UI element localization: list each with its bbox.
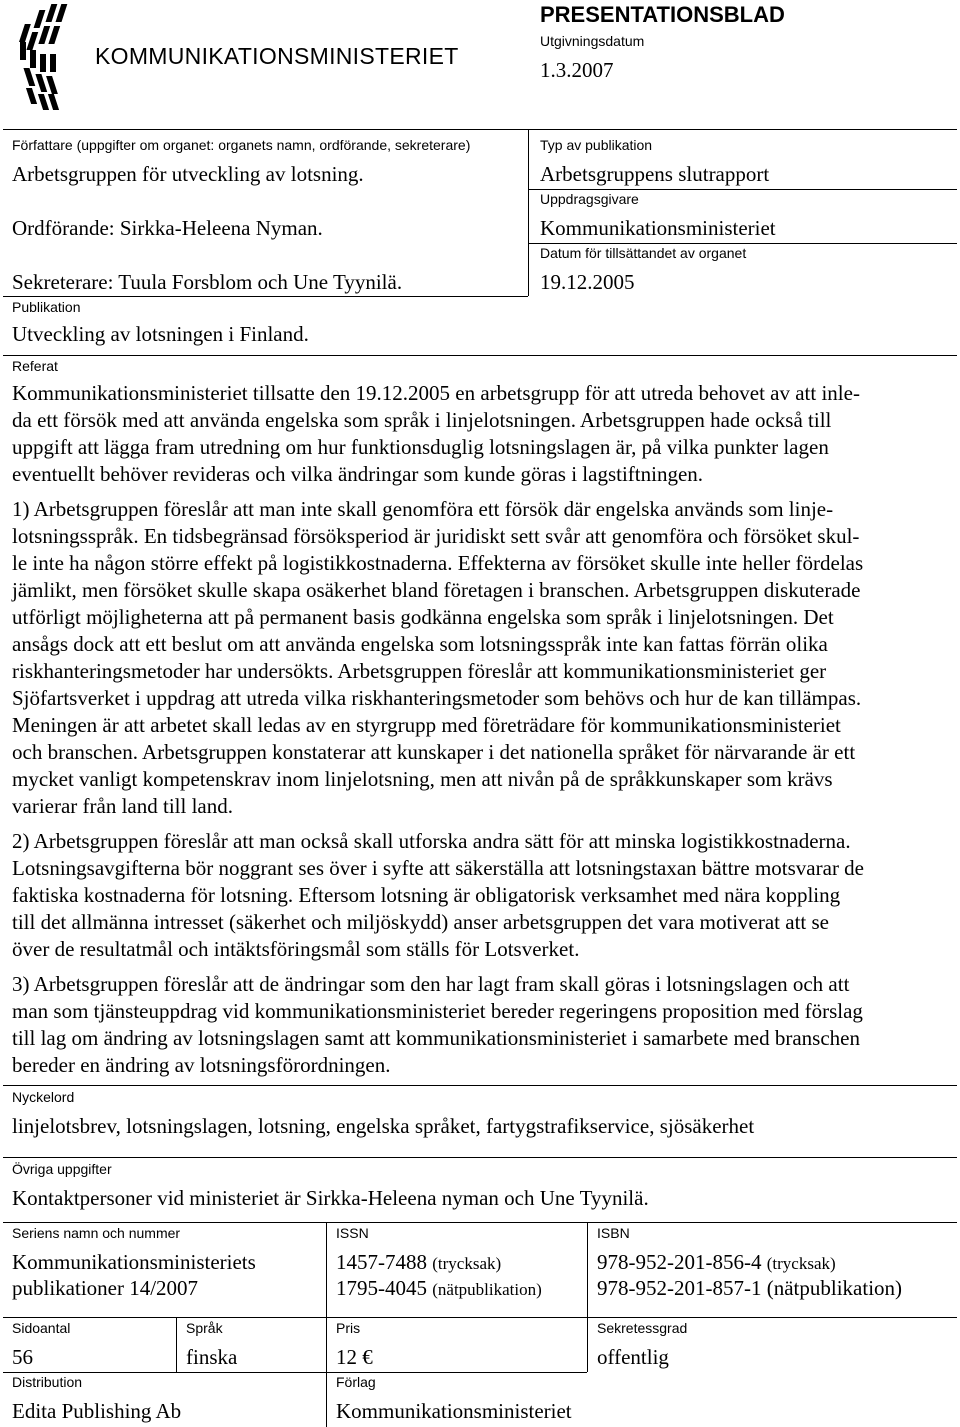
ministry-logo bbox=[12, 2, 92, 112]
confidentiality-value: offentlig bbox=[597, 1345, 669, 1369]
abstract-line: mycket vanligt kompetenskrav inom linjelotsning, men att nivån på de språkkunskaper som krävs bbox=[12, 767, 833, 791]
divider bbox=[528, 189, 957, 190]
series-line-2: publikationer 14/2007 bbox=[12, 1276, 199, 1300]
divider bbox=[3, 1085, 957, 1086]
abstract-line: till det allmänna intresset (säkerhet och miljöskydd) anser arbetsgruppen det vara motiverat att se bbox=[12, 910, 829, 934]
divider bbox=[3, 1222, 957, 1223]
isbn-print-number: 978-952-201-856-4 bbox=[597, 1250, 762, 1274]
commissioner-label: Uppdragsgivare bbox=[540, 191, 639, 207]
issn-label: ISSN bbox=[336, 1225, 369, 1241]
divider bbox=[3, 1157, 957, 1158]
abstract-line: uppgift att lägga fram utredning om hur funktionsduglig lotsningslagen är, på vilka punkter lagen bbox=[12, 435, 829, 459]
isbn-online-note: (nätpublikation) bbox=[766, 1276, 903, 1300]
abstract-line: Lotsningsavgifterna bör noggrant ses över i syfte att säkerställa att lotsningstaxan bättre motsvarar de bbox=[12, 856, 865, 880]
confidentiality-label: Sekretessgrad bbox=[597, 1320, 688, 1336]
abstract-line: utförligt möjligheterna att på permanent basis godkänna engelska som språk i linjelotsningen. Det bbox=[12, 605, 834, 629]
other-info-value: Kontaktpersoner vid ministeriet är Sirkka-Heleena nyman och Une Tyynilä. bbox=[12, 1186, 649, 1210]
ministry-name: KOMMUNIKATIONSMINISTERIET bbox=[95, 43, 459, 69]
pages-label: Sidoantal bbox=[12, 1320, 71, 1336]
abstract-line: da ett försök med att använda engelska som språk i linjelotsningen. Arbetsgruppen hade också till bbox=[12, 408, 832, 432]
appointment-date-label: Datum för tillsättandet av organet bbox=[540, 245, 747, 261]
isbn-online bbox=[597, 1276, 902, 1301]
authors-group: Arbetsgruppen för utveckling av lotsning. bbox=[12, 162, 364, 186]
abstract-label: Referat bbox=[12, 358, 58, 374]
abstract-line: ansågs dock att ett beslut om att använda engelska som lotsningsspråk inte kan fattas förrän olika bbox=[12, 632, 828, 656]
divider bbox=[528, 243, 957, 244]
authors-label: Författare (uppgifter om organet: organets namn, ordförande, sekreterare) bbox=[12, 137, 471, 153]
abstract-line: 1) Arbetsgruppen föreslår att man inte skall genomföra ett försök där engelska används som linje- bbox=[12, 497, 834, 521]
divider bbox=[326, 1222, 327, 1427]
document-type: PRESENTATIONSBLAD bbox=[540, 2, 785, 27]
issn-online-note: (nätpublikation) bbox=[432, 1280, 542, 1299]
keywords-value: linjelotsbrev, lotsningslagen, lotsning, engelska språket, fartygstrafikservice, sjösäkerhet bbox=[12, 1114, 755, 1138]
keywords-label: Nyckelord bbox=[12, 1089, 75, 1105]
issn-print-note: (trycksak) bbox=[432, 1254, 502, 1273]
abstract-line: faktiska kostnaderna för lotsning. Eftersom lotsning är obligatorisk verksamhet med nära koppling bbox=[12, 883, 841, 907]
isbn-online-number: 978-952-201-857-1 bbox=[597, 1276, 762, 1300]
divider bbox=[3, 296, 528, 297]
publication-label: Publikation bbox=[12, 299, 81, 315]
abstract-line: jämlikt, men försöket skulle skapa osäkerhet bland företagen i branschen. Arbetsgruppen diskuterade bbox=[12, 578, 861, 602]
issn-print bbox=[336, 1250, 501, 1275]
authors-secretary: Sekreterare: Tuula Forsblom och Une Tyynilä. bbox=[12, 270, 403, 294]
abstract-line: lotsningsspråk. En tidsbegränsad försöksperiod är juridiskt sett svår att genomföra och försöket skul- bbox=[12, 524, 860, 548]
price-value: 12 € bbox=[336, 1345, 373, 1369]
divider bbox=[3, 1317, 957, 1318]
divider bbox=[528, 129, 529, 296]
abstract-line: Meningen är att arbetet skall ledas av en styrgrupp med företrädare för kommunikationsministeriet bbox=[12, 713, 841, 737]
abstract-line: och branschen. Arbetsgruppen konstaterar att kunskaper i det nationella språket för närvarande är ett bbox=[12, 740, 856, 764]
publication-date: 1.3.2007 bbox=[540, 58, 614, 82]
abstract-line: Kommunikationsministeriet tillsatte den 19.12.2005 en arbetsgrupp för att utreda behovet av att inle- bbox=[12, 381, 860, 405]
abstract-line: man som tjänsteuppdrag vid kommunikationsministeriet bereder regeringens proposition med förslag bbox=[12, 999, 863, 1023]
divider bbox=[3, 355, 957, 356]
pub-type-label: Typ av publikation bbox=[540, 137, 653, 153]
issn-online bbox=[336, 1276, 542, 1301]
abstract-line: le inte ha någon större effekt på logistikkostnaderna. Effekterna av försöket skulle inte heller fördelas bbox=[12, 551, 864, 575]
abstract-line: varierar från land till land. bbox=[12, 794, 233, 818]
abstract-line: Sjöfartsverket i uppdrag att utreda vilka riskhanteringsmetoder som behövs och hur de kan tillämpas. bbox=[12, 686, 862, 710]
commissioner-value: Kommunikationsministeriet bbox=[540, 216, 776, 240]
abstract-line: till lag om ändring av lotsningslagen samt att kommunikationsministeriet i samarbete med branschen bbox=[12, 1026, 860, 1050]
other-info-label: Övriga uppgifter bbox=[12, 1161, 112, 1177]
series-line-1: Kommunikationsministeriets bbox=[12, 1250, 256, 1274]
issn-online-number: 1795-4045 bbox=[336, 1276, 427, 1300]
abstract-line: över de resultatmål och intäktsföringsmål som ställs för Lotsverket. bbox=[12, 937, 580, 961]
abstract-line: riskhanteringsmetoder har undersökts. Arbetsgruppen föreslår att kommunikationsministeriet ger bbox=[12, 659, 827, 683]
isbn-label: ISBN bbox=[597, 1225, 630, 1241]
language-label: Språk bbox=[186, 1320, 223, 1336]
authors-chair: Ordförande: Sirkka-Heleena Nyman. bbox=[12, 216, 323, 240]
publication-title: Utveckling av lotsningen i Finland. bbox=[12, 322, 309, 346]
divider bbox=[3, 1372, 587, 1373]
issn-print-number: 1457-7488 bbox=[336, 1250, 427, 1274]
pub-type-value: Arbetsgruppens slutrapport bbox=[540, 162, 770, 186]
price-label: Pris bbox=[336, 1320, 361, 1336]
publication-date-label: Utgivningsdatum bbox=[540, 33, 645, 49]
abstract-line: eventuellt behöver revideras och vilka ändringar som kunde göras i lagstiftningen. bbox=[12, 462, 704, 486]
isbn-print-note: (trycksak) bbox=[766, 1254, 836, 1273]
distribution-label: Distribution bbox=[12, 1374, 83, 1390]
publisher-label: Förlag bbox=[336, 1374, 376, 1390]
pages-value: 56 bbox=[12, 1345, 33, 1369]
abstract-line: 2) Arbetsgruppen föreslår att man också skall utforska andra sätt för att minska logistikkostnaderna. bbox=[12, 829, 851, 853]
divider bbox=[176, 1317, 177, 1372]
appointment-date-value: 19.12.2005 bbox=[540, 270, 635, 294]
divider bbox=[3, 129, 957, 130]
series-label: Seriens namn och nummer bbox=[12, 1225, 181, 1241]
abstract-line: 3) Arbetsgruppen föreslår att de ändringar som den har lagt fram skall göras i lotsningslagen och att bbox=[12, 972, 850, 996]
isbn-print bbox=[597, 1250, 836, 1275]
publisher-value: Kommunikationsministeriet bbox=[336, 1399, 572, 1423]
divider bbox=[587, 1222, 588, 1372]
abstract-line: bereder en ändring av lotsningsförordningen. bbox=[12, 1053, 391, 1077]
language-value: finska bbox=[186, 1345, 238, 1369]
distribution-value: Edita Publishing Ab bbox=[12, 1399, 182, 1423]
